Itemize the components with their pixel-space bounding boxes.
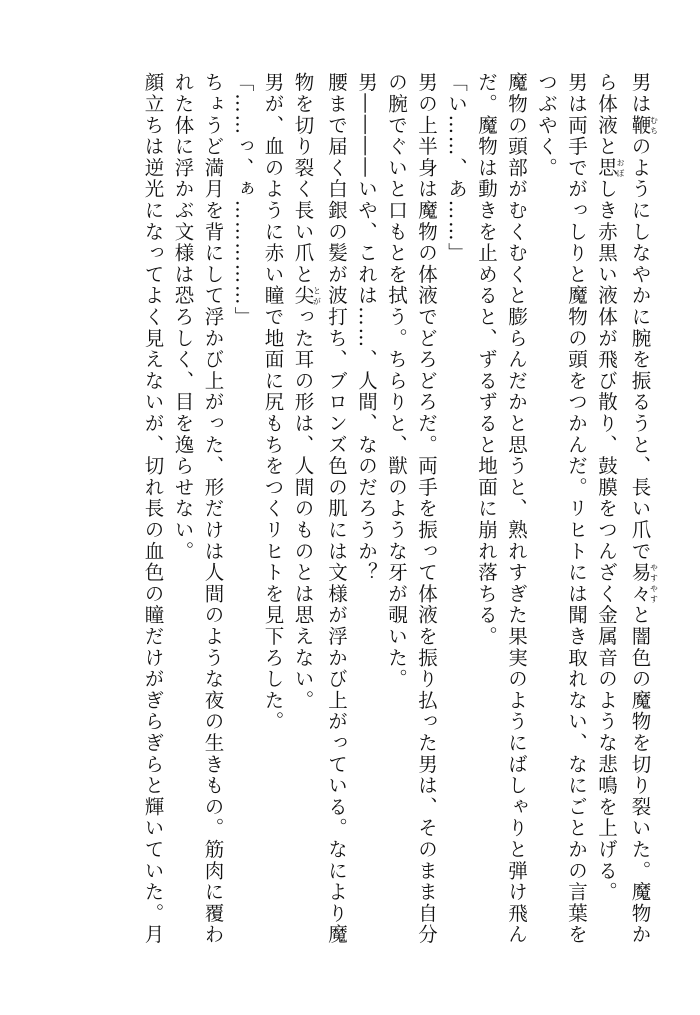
- text-segment: のようにしなやかに腕を振るうと、長い爪で: [628, 135, 652, 562]
- text-segment: の腕でぐいと口もとを拭う。ちらりと、獣のような牙が覗いた。: [385, 72, 408, 690]
- ruby-annotation: [628, 114, 659, 136]
- vertical-text-body: [38, 72, 658, 972]
- text-segment: れた体に浮かぶ文様は恐ろしく、目を逸らせない。: [171, 72, 195, 562]
- ruby-annotation: [291, 285, 322, 307]
- text-segment: 「い……、あ……」: [445, 72, 468, 264]
- text-segment: と闇色の魔物を切り裂いた。魔物か: [628, 604, 652, 946]
- text-line: [351, 72, 381, 972]
- text-line: [138, 72, 168, 972]
- text-segment: 腰まで届く白銀の髪が波打ち、ブロンズ色の肌には文様が浮かび上がっている。なにより魔: [325, 72, 348, 946]
- text-line: [625, 72, 659, 972]
- ruby-reading: とが: [312, 285, 322, 307]
- text-line: [561, 72, 591, 972]
- ruby-reading: やすやす: [649, 561, 659, 605]
- text-line: [321, 72, 351, 972]
- ruby-base: 思: [595, 157, 618, 179]
- text-line: [531, 72, 561, 972]
- text-line: [441, 72, 471, 972]
- text-segment: つぶやく。: [535, 72, 558, 179]
- ruby-base: 尖: [291, 285, 315, 307]
- text-segment: った耳の形は、人間のものとは思えない。: [291, 306, 315, 712]
- ruby-reading: おぼ: [616, 157, 625, 179]
- ruby-base: 鞭: [628, 114, 652, 136]
- text-segment: ちょうど満月を背にして浮かび上がった、形だけは人間のような夜の生きもの。筋肉に覆わ: [201, 72, 225, 946]
- text-segment: ら体液と: [595, 72, 618, 158]
- ruby-annotation: [595, 157, 625, 179]
- text-line: [228, 72, 258, 972]
- text-segment: 魔物の頭部がむくむくと膨らんだかと思うと、熟れすぎた果実のようにばしゃりと弾け飛ん: [505, 72, 528, 946]
- text-segment: しき赤黒い液体が飛び散り、鼓膜をつんざく金属音のような悲鳴を上げる。: [595, 178, 618, 903]
- text-segment: 男の上半身は魔物の体液でどろどろだ。両手を振って体液を振り払った男は、そのまま自分: [415, 72, 438, 946]
- text-line: [411, 72, 441, 972]
- text-line: [381, 72, 411, 972]
- text-line: [288, 72, 322, 972]
- text-line: [198, 72, 228, 972]
- text-line: [258, 72, 288, 972]
- text-segment: 男が、血のように赤い瞳で地面に尻もちをつくリヒトを見下ろした。: [261, 72, 285, 733]
- text-line: [168, 72, 198, 972]
- text-segment: だ。魔物は動きを止めると、ずるずると地面に崩れ落ちる。: [475, 72, 498, 648]
- text-line: [591, 72, 625, 972]
- text-segment: 「……っ、ぁ……………」: [231, 72, 255, 328]
- text-segment: 男は: [628, 72, 652, 115]
- text-line: [471, 72, 501, 972]
- text-segment: 男は両手でがっしりと魔物の頭をつかんだ。リヒトには聞き取れない、なにごとかの言葉を: [565, 72, 588, 946]
- ruby-reading: むち: [649, 114, 659, 136]
- text-segment: 顔立ちは逆光になってよく見えないが、切れ長の血色の瞳だけがぎらぎらと輝いていた。月: [141, 72, 165, 946]
- text-segment: 男――――いや、これは……、人間、なのだろうか？: [355, 72, 378, 584]
- ruby-base: 易々: [628, 561, 652, 605]
- text-segment: 物を切り裂く長い爪と: [291, 72, 315, 285]
- text-line: [501, 72, 531, 972]
- ruby-annotation: [628, 561, 659, 605]
